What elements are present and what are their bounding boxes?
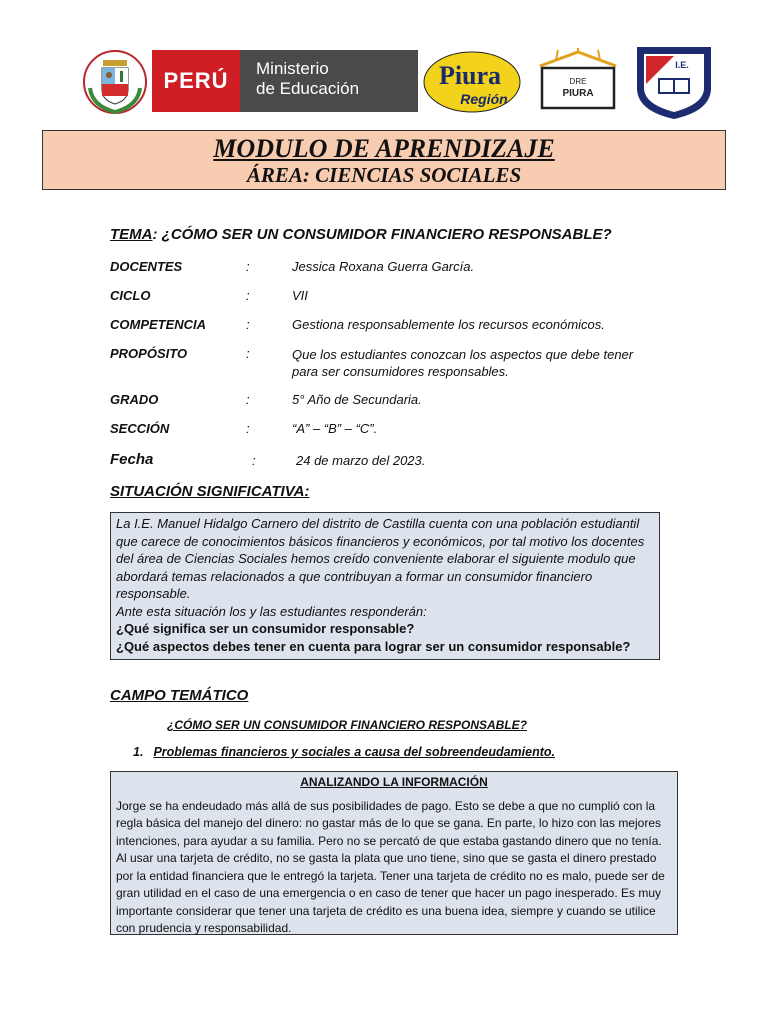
info-colon: : <box>246 288 250 303</box>
info-label: COMPETENCIA <box>110 317 207 332</box>
info-label: PROPÓSITO <box>110 346 188 361</box>
situacion-heading: SITUACIÓN SIGNIFICATIVA: <box>110 483 310 500</box>
situacion-box <box>110 512 660 660</box>
analizando-body: Jorge se ha endeudado más allá de sus posibilidades de pago. Esto se debe a que no cumplió con la regla básica del manejo del dinero: no gastar más de lo que se gana. En parte, lo hizo con las mejores intenciones, para ayudar a su familia. Pero no se percató de que estaba gastando dinero que no tenía. Al usar una tarjeta de crédito, no se gasta la plata que uno tiene, sino que se gasta el dinero prestado por la entidad financiera que le entregó la tarjeta. Tener una tarjeta de crédito no es malo, puede ser de gran utilidad en el caso de una emergencia o en caso de tener que hacer un pago inesperado. Es muy importante considerar que tener una tarjeta de crédito es una buena idea, siempre y cuando se utilice con prudencia y responsabilidad. <box>116 798 665 935</box>
info-label: SECCIÓN <box>110 421 170 436</box>
situacion-question-2: ¿Qué aspectos debes tener en cuenta para lograr ser un consumidor responsable? <box>116 638 631 654</box>
svg-text:Piura: Piura <box>438 61 502 90</box>
svg-text:I.E.: I.E. <box>675 60 689 70</box>
situacion-question-1: ¿Qué significa ser un consumidor responsable? <box>116 621 415 636</box>
svg-text:Región: Región <box>460 91 508 107</box>
svg-text:DRE: DRE <box>569 77 587 86</box>
svg-text:PIURA: PIURA <box>562 88 594 99</box>
situacion-body: La I.E. Manuel Hidalgo Carnero del distrito de Castilla cuenta con una población estudiantil que carece de conocimientos básicos financieros y económicos, por tal motivo los docentes del área de Ciencias Sociales hemos creído conveniente elaborar el siguiente modulo que abordará temas relacionados a que contribuyan a formar un consumidor financiero responsable. <box>116 516 645 601</box>
info-colon: : <box>246 259 250 274</box>
school-shield-logo <box>634 44 714 120</box>
campo-tematico-heading: CAMPO TEMÁTICO <box>110 687 249 704</box>
info-value: VII <box>292 288 308 303</box>
piura-region-logo <box>422 50 522 114</box>
dre-piura-logo <box>528 48 628 116</box>
info-value: Gestiona responsablemente los recursos económicos. <box>292 317 605 332</box>
peru-coat-of-arms-logo <box>82 48 148 116</box>
situacion-intro: Ante esta situación los y las estudiantes responderán: <box>116 603 427 619</box>
info-label: DOCENTES <box>110 259 183 274</box>
minedu-logo <box>240 50 418 112</box>
info-value: 5° Año de Secundaria. <box>292 392 422 407</box>
info-value: “A” – “B” – “C”. <box>292 421 378 436</box>
info-colon: : <box>246 421 250 436</box>
module-title-box <box>42 130 726 190</box>
header-logos <box>82 44 688 122</box>
campo-subtitle: ¿CÓMO SER UN CONSUMIDOR FINANCIERO RESPONSABLE? <box>167 718 528 732</box>
item-number: 1. <box>133 745 144 759</box>
info-colon: : <box>252 453 256 468</box>
analizando-heading: ANALIZANDO LA INFORMACIÓN <box>300 775 488 789</box>
info-colon: : <box>246 392 250 407</box>
area-title: ÁREA: CIENCIAS SOCIALES <box>246 163 522 187</box>
minedu-logo-text: Ministerio de Educación <box>256 59 360 98</box>
tema-text: : ¿CÓMO SER UN CONSUMIDOR FINANCIERO RESPONSABLE? <box>152 226 612 243</box>
info-value: 24 de marzo del 2023. <box>296 453 426 468</box>
info-label: GRADO <box>110 392 159 407</box>
info-colon: : <box>246 317 250 332</box>
tema-heading <box>110 226 612 243</box>
info-colon: : <box>246 346 250 361</box>
campo-item-1 <box>133 745 555 759</box>
info-label: Fecha <box>110 451 154 468</box>
tema-label: TEMA <box>110 226 153 243</box>
info-value: Que los estudiantes conozcan los aspectos que debe tener para ser consumidores responsables. <box>292 347 634 379</box>
module-title: MODULO DE APRENDIZAJE <box>213 134 555 163</box>
peru-logo-text: PERÚ <box>163 68 229 93</box>
analizando-box <box>110 771 678 935</box>
info-label: CICLO <box>110 288 151 303</box>
item-text: Problemas financieros y sociales a causa del sobreendeudamiento. <box>153 745 555 759</box>
info-value: Jessica Roxana Guerra García. <box>292 259 475 274</box>
